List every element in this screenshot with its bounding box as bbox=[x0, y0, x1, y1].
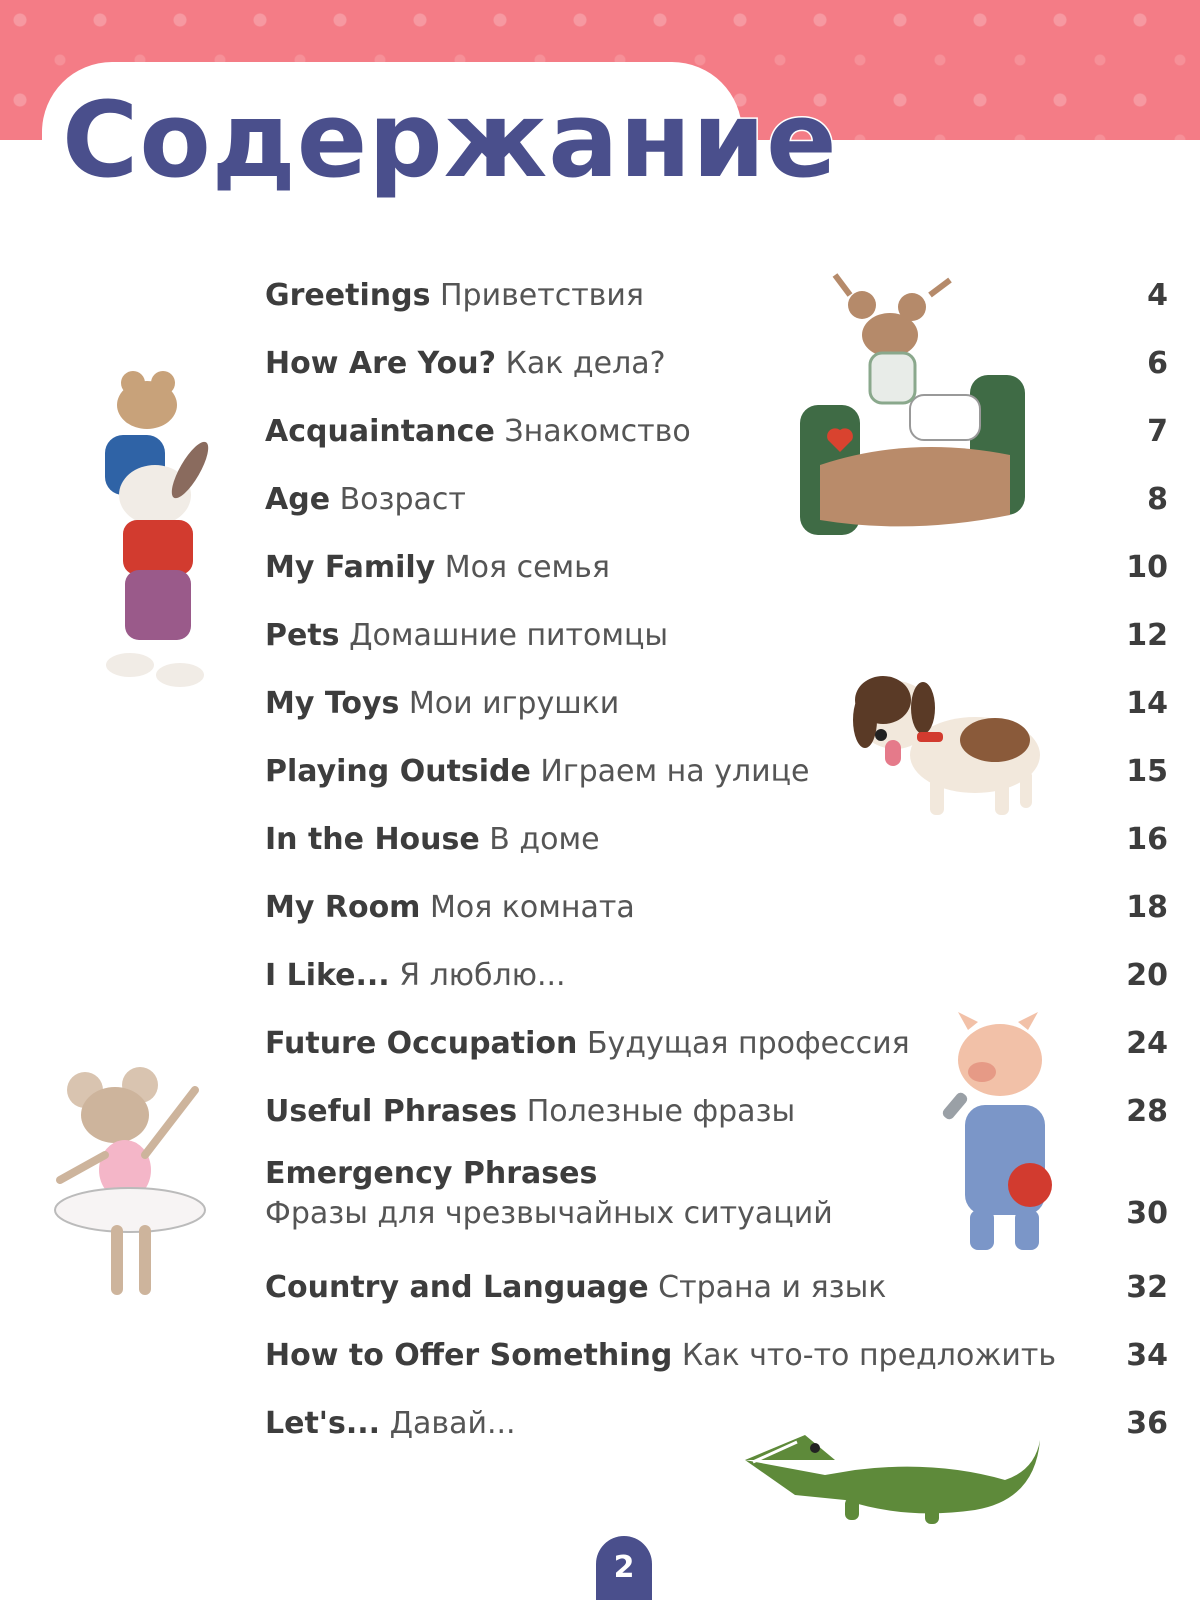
toc-entry-title-ru: Полезные фразы bbox=[526, 1094, 796, 1129]
toc-entry-title-ru: Будущая профессия bbox=[586, 1026, 910, 1061]
toc-entry-title-en: Emergency Phrases bbox=[265, 1156, 598, 1191]
toc-entry-pets[interactable] bbox=[0, 602, 1200, 670]
toc-entry-title-en: My Room bbox=[265, 890, 421, 925]
toc-entry-page: 6 bbox=[1147, 346, 1168, 381]
toc-entry-title-en: How to Offer Something bbox=[265, 1338, 673, 1373]
toc-entry-title-en: Age bbox=[265, 482, 331, 517]
toc-entry-title-en: Acquaintance bbox=[265, 414, 495, 449]
toc-entry-page: 16 bbox=[1126, 822, 1168, 857]
toc-entry-my-family[interactable] bbox=[0, 534, 1200, 602]
toc-entry-title-ru: В доме bbox=[489, 822, 600, 857]
toc-entry-title-ru: Как дела? bbox=[505, 346, 666, 381]
toc-entry-title-ru: Фразы для чрезвычайных ситуаций bbox=[265, 1196, 833, 1231]
toc-entry-page: 8 bbox=[1147, 482, 1168, 517]
toc-entry-title-en: Let's... bbox=[265, 1406, 381, 1441]
toc-entry-title-ru: Домашние питомцы bbox=[349, 618, 669, 653]
toc-entry-i-like[interactable] bbox=[0, 942, 1200, 1010]
toc-entry-page: 15 bbox=[1126, 754, 1168, 789]
toc-entry-title-en: Useful Phrases bbox=[265, 1094, 518, 1129]
toc-entry-title-en: I Like... bbox=[265, 958, 390, 993]
toc-entry-useful-phrases[interactable] bbox=[0, 1078, 1200, 1146]
page-number-badge: 2 bbox=[596, 1536, 652, 1600]
toc-entry-page: 30 bbox=[1126, 1196, 1168, 1231]
toc-entry-page: 18 bbox=[1126, 890, 1168, 925]
toc-entry-lets[interactable] bbox=[0, 1390, 1200, 1458]
toc-entry-in-the-house[interactable] bbox=[0, 806, 1200, 874]
toc-entry-greetings[interactable] bbox=[0, 262, 1200, 330]
toc-entry-emergency-phrases[interactable] bbox=[0, 1146, 1200, 1254]
toc-entry-page: 12 bbox=[1126, 618, 1168, 653]
toc-entry-title-ru: Приветствия bbox=[439, 278, 644, 313]
toc-entry-title-ru: Знакомство bbox=[504, 414, 691, 449]
toc-entry-how-to-offer-something[interactable] bbox=[0, 1322, 1200, 1390]
toc-entry-title-ru: Я люблю... bbox=[399, 958, 566, 993]
toc-entry-title-en: My Toys bbox=[265, 686, 400, 721]
toc-entry-title-ru: Страна и язык bbox=[658, 1270, 887, 1305]
toc-entry-page: 14 bbox=[1126, 686, 1168, 721]
toc-entry-playing-outside[interactable] bbox=[0, 738, 1200, 806]
toc-entry-future-occupation[interactable] bbox=[0, 1010, 1200, 1078]
toc-entry-title-ru: Моя комната bbox=[429, 890, 635, 925]
toc-entry-how-are-you[interactable] bbox=[0, 330, 1200, 398]
toc-entry-acquaintance[interactable] bbox=[0, 398, 1200, 466]
toc-entry-page: 4 bbox=[1147, 278, 1168, 313]
toc-entry-country-and-language[interactable] bbox=[0, 1254, 1200, 1322]
toc-entry-page: 34 bbox=[1126, 1338, 1168, 1373]
toc-entry-age[interactable] bbox=[0, 466, 1200, 534]
toc-entry-page: 7 bbox=[1147, 414, 1168, 449]
toc-entry-title-en: Greetings bbox=[265, 278, 431, 313]
table-of-contents bbox=[0, 262, 1200, 1458]
toc-entry-my-toys[interactable] bbox=[0, 670, 1200, 738]
toc-entry-my-room[interactable] bbox=[0, 874, 1200, 942]
toc-entry-page: 10 bbox=[1126, 550, 1168, 585]
page-title: Содержание bbox=[62, 79, 838, 201]
toc-entry-title-ru: Давай... bbox=[389, 1406, 516, 1441]
toc-entry-page: 32 bbox=[1126, 1270, 1168, 1305]
toc-entry-title-ru: Играем на улице bbox=[540, 754, 810, 789]
toc-entry-page: 20 bbox=[1126, 958, 1168, 993]
toc-entry-page: 24 bbox=[1126, 1026, 1168, 1061]
toc-entry-title-ru: Возраст bbox=[339, 482, 466, 517]
toc-entry-page: 36 bbox=[1126, 1406, 1168, 1441]
toc-entry-title-en: How Are You? bbox=[265, 346, 497, 381]
toc-entry-title-en: In the House bbox=[265, 822, 480, 857]
toc-entry-title-ru: Мои игрушки bbox=[408, 686, 620, 721]
toc-entry-title-en: Pets bbox=[265, 618, 340, 653]
toc-entry-title-ru: Как что-то предложить bbox=[681, 1338, 1057, 1373]
toc-entry-title-en: Country and Language bbox=[265, 1270, 649, 1305]
toc-entry-page: 28 bbox=[1126, 1094, 1168, 1129]
toc-entry-title-en: Playing Outside bbox=[265, 754, 531, 789]
toc-entry-title-en: My Family bbox=[265, 550, 436, 585]
toc-entry-title-ru: Моя семья bbox=[444, 550, 610, 585]
toc-entry-title-en: Future Occupation bbox=[265, 1026, 578, 1061]
